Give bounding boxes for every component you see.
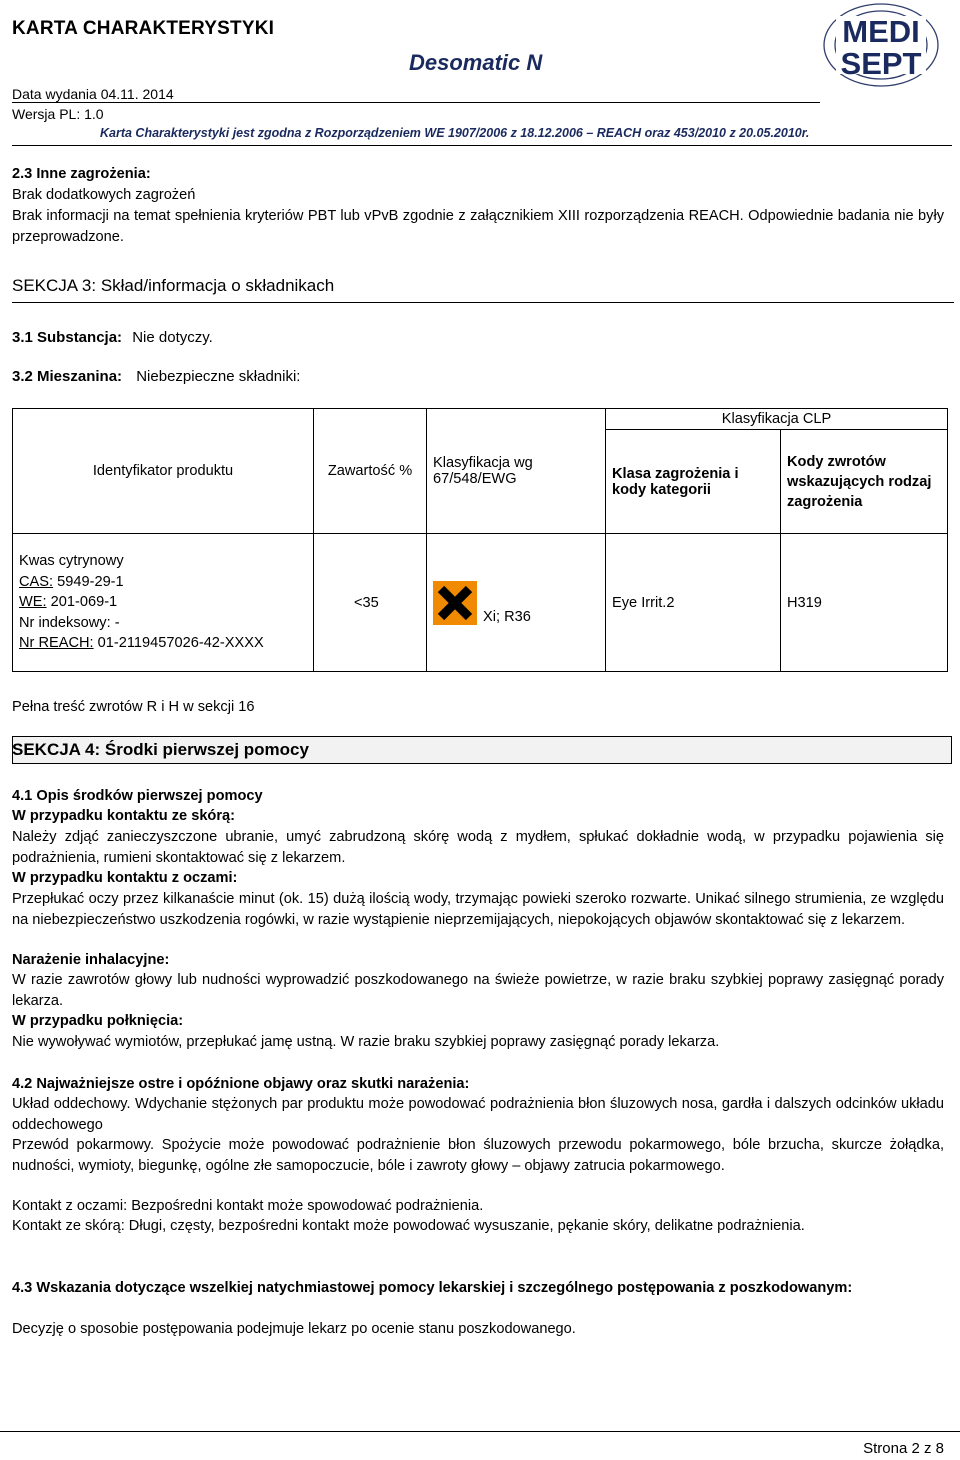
substance-row [12,329,213,346]
header-hazard-codes: Kody zwrotów wskazujących rodzaj zagrożenia [781,430,948,534]
ingestion-text: Nie wywoływać wymiotów, przepłukać jamę ustną. W razie braku szybkiej poprawy zasięgnąć porady lekarza. [12,1034,720,1050]
mixture-row [12,368,300,385]
eye-contact-text: Przepłukać oczy przez kilkanaście minut (ok. 15) dużą ilością wody, trzymając powieki szeroko rozwarte. Unikać silnego strumienia, ze względu na niebezpieczeństwo uszkodzenia rogówki, w razie wystąpienie nieprzemijających, niepokojących objawów skontaktować się z lekarzem. [12,891,944,928]
section-2-3-title: 2.3 Inne zagrożenia: [12,166,151,182]
header-bottom-rule [12,145,952,146]
header-identifier: Identyfikator produktu [13,409,314,534]
version-label: Wersja PL: 1.0 [12,106,104,122]
ewg-cell [427,534,606,672]
index-number: Nr indeksowy: - [19,614,120,631]
we-number: 201-069-1 [50,594,118,611]
header-clp: Klasyfikacja CLP [606,409,948,430]
skin-contact-symptoms: Kontakt ze skórą: Długi, częsty, bezpośredni kontakt może powodować wysuszanie, pękanie skóry, delikatne podrażnienia. [12,1218,805,1234]
skin-contact-text: Należy zdjąć zanieczyszczone ubranie, umyć zabrudzoną skórę wodą z mydłem, spłukać dokładnie wodą, w przypadku pojawienia się podrażnienia, rumieni skontaktować się z lekarzem. [12,829,944,866]
table-row [13,534,948,672]
substance-value: Nie dotyczy. [132,329,213,346]
header-classification-ewg: Klasyfikacja wg 67/548/EWG [427,409,606,534]
mixture-label: 3.2 Mieszanina: [12,368,123,385]
substance-label: 3.1 Substancja: [12,329,123,346]
logo-text-top: MEDI [842,14,920,49]
substance-name: Kwas cytrynowy [19,553,124,570]
content-cell: <35 [314,534,427,672]
we-line [19,592,307,613]
section-4-2-title: 4.2 Najważniejsze ostre i opóźnione objawy oraz skutki narażenia: [12,1076,470,1092]
regulation-note: Karta Charakterystyki jest zgodna z Rozporządzeniem WE 1907/2006 z 18.12.2006 – REACH oraz 453/2010 z 20.05.2010r. [100,126,810,140]
section-2-3-line1: Brak dodatkowych zagrożeń [12,187,196,203]
section-2-3-line2: Brak informacji na temat spełnienia kryteriów PBT lub vPvB zgodnie z załącznikiem XIII rozporządzenia REACH. Odpowiednie badania nie były przeprowadzone. [12,208,944,245]
table-header-row [13,409,948,430]
inhalation-text: W razie zawrotów głowy lub nudności wyprowadzić poszkodowanego na świeże powietrze, w razie braku szybkiej poprawy zasięgnąć porady lekarza. [12,972,944,1009]
eye-contact-heading: W przypadku kontaktu z oczami: [12,870,238,886]
section-3-rule [12,302,954,303]
full-text-note: Pełna treść zwrotów R i H w sekcji 16 [12,699,255,715]
cas-number: 5949-29-1 [57,573,124,590]
section-4-1-title: 4.1 Opis środków pierwszej pomocy [12,788,263,804]
identifier-cell [13,534,314,672]
h-code-cell: H319 [781,534,948,672]
cas-label: CAS: [19,573,54,590]
section-4-3-title: 4.3 Wskazania dotyczące wszelkiej natychmiastowej pomocy lekarskiej i szczególnego postępowania z poszkodowanym: [12,1280,853,1296]
clp-class-cell: Eye Irrit.2 [606,534,781,672]
irritant-hazard-icon [433,581,477,625]
respiratory-text: Układ oddechowy. Wdychanie stężonych par produktu może powodować podrażnienia błon śluzowych nosa, gardła i dalszych odcinków układu oddechowego [12,1096,944,1133]
inhalation-heading: Narażenie inhalacyjne: [12,952,170,968]
logo-text-bottom: SEPT [840,46,922,81]
reach-label: Nr REACH: [19,635,94,652]
reach-number: 01-2119457026-42-XXXX [97,635,264,652]
footer-rule [0,1431,960,1432]
document-type-title: KARTA CHARAKTERYSTYKI [12,18,275,39]
ewg-classification: Xi; R36 [483,608,531,625]
issue-date: Data wydania 04.11. 2014 [12,86,174,102]
reach-line [19,633,289,654]
medisept-logo [822,2,940,88]
section-4-title: SEKCJA 4: Środki pierwszej pomocy [12,740,309,759]
digestive-text: Przewód pokarmowy. Spożycie może powodować podrażnienie błon śluzowych przewodu pokarmowego, bóle brzucha, skurcze żołądka, nudności, wymioty, biegunkę, ogólne złe samopoczucie, bóle i zawroty głowy – objawy zatrucia pokarmowego. [12,1137,944,1174]
mixture-value: Niebezpieczne składniki: [136,368,301,385]
ingestion-heading: W przypadku połknięcia: [12,1013,184,1029]
components-table [12,408,948,672]
skin-contact-heading: W przypadku kontaktu ze skórą: [12,808,236,824]
page-number: Strona 2 z 8 [863,1440,944,1457]
product-name: Desomatic N [409,50,543,75]
cas-line [19,572,307,593]
eye-contact-symptoms: Kontakt z oczami: Bezpośredni kontakt może spowodować podrażnienia. [12,1198,484,1214]
header-divider [12,102,820,103]
we-label: WE: [19,594,47,611]
section-4-3-text: Decyzję o sposobie postępowania podejmuje lekarz po ocenie stanu poszkodowanego. [12,1321,576,1337]
header-content: Zawartość % [314,409,427,534]
section-3-title: SEKCJA 3: Skład/informacja o składnikach [12,276,335,295]
header-class-categories: Klasa zagrożenia i kody kategorii [606,430,781,534]
